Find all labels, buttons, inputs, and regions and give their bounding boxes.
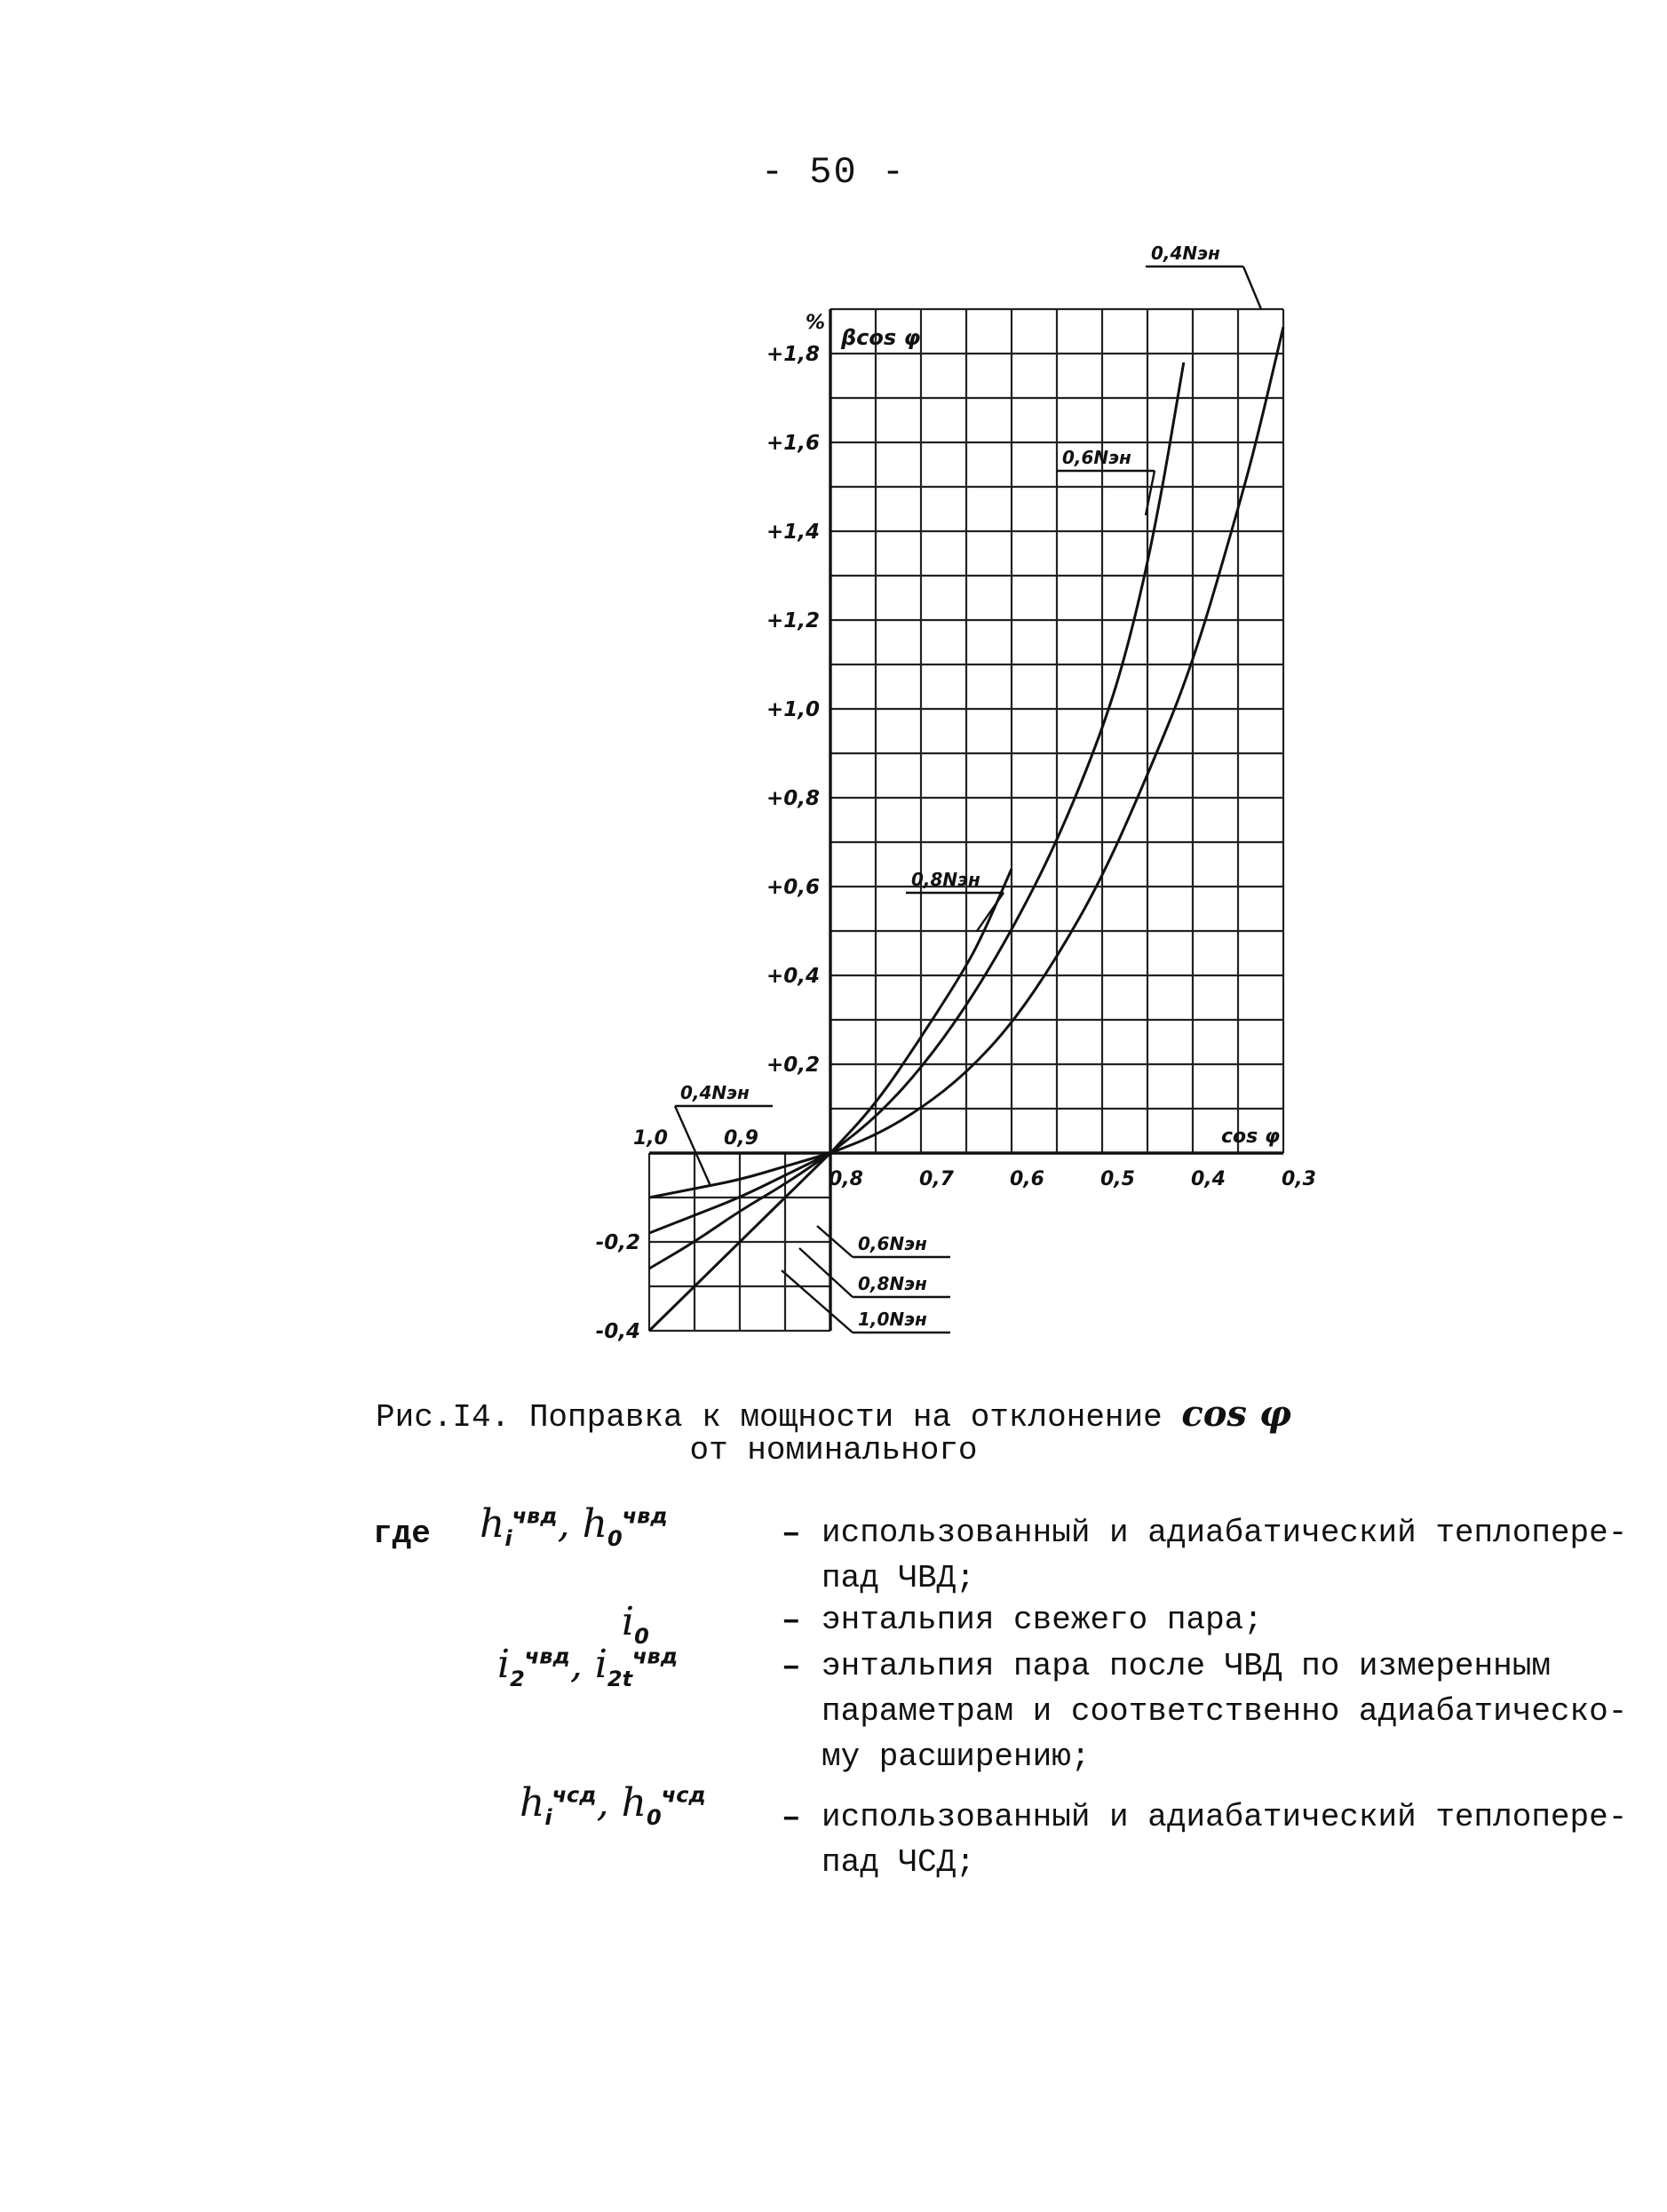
y-tick-label: +0,8 [766,787,820,810]
x-axis-symbol: cos φ [1221,1126,1281,1148]
caption-cos-phi: cos φ [1181,1393,1292,1435]
series-label: 0,6Nэн [858,1233,927,1254]
x-tick-label: 1,0 [633,1127,668,1150]
desc-1: использованный и адиабатический теплопере-пад ЧВД; [822,1515,1628,1596]
dash-3: – [782,1649,801,1685]
symbol-h-chsd: $h_i^{чсд}$, $h_0^{чсд}$ [520,1780,706,1830]
symbol-i0: $i_0$ [622,1599,649,1649]
figure-caption [0,1393,1667,1436]
caption-text: Рис.I4. Поправка к мощности на отклонение [375,1399,1163,1436]
series-leader [782,1270,853,1333]
x-tick-label: 0,4 [1191,1168,1226,1190]
dash-4: – [782,1800,801,1836]
x-tick-label: 0,8 [829,1168,863,1190]
where-lead: где [373,1516,431,1552]
x-tick-label: 0,7 [919,1168,954,1190]
y-tick-label: +1,2 [766,609,820,633]
y-tick-label: -0,2 [595,1231,640,1254]
desc-2: энтальпия свежего пара; [822,1602,1263,1638]
x-tick-label: 0,6 [1010,1168,1044,1190]
series-label: 0,6Nэн [1062,447,1131,468]
x-tick-label: 0,5 [1100,1168,1135,1190]
y-tick-label: -0,4 [595,1320,640,1343]
y-tick-label: +0,4 [766,965,820,988]
series-label: 0,8Nэн [911,869,980,890]
series-label: 0,8Nэн [858,1273,927,1294]
symbol-i2-chvd: $i_2^{чвд}$, $i_{2t}^{чвд}$ [497,1642,679,1691]
y-axis-symbol: βcos φ [841,325,921,350]
y-tick-label: +1,8 [766,343,820,366]
desc-4: использованный и адиабатический теплопере-пад ЧСД; [822,1799,1628,1881]
y-tick-label: +0,2 [766,1054,820,1077]
y-tick-label: +1,0 [766,698,820,721]
y-tick-label: +0,6 [766,876,820,899]
series-leader [799,1248,853,1297]
figure-caption-line2: от номинального [689,1432,978,1468]
series-leader [977,893,1004,931]
chart-labels [675,243,1261,1333]
chart-ticks [596,312,1316,1343]
desc-3: энтальпия пара после ЧВД по измеренным параметрам и соответственно адиабатическо-му расширению; [822,1648,1628,1775]
x-tick-label: 0,3 [1282,1168,1316,1190]
dash-1: – [782,1516,801,1552]
page-number: - 50 - [760,151,907,194]
series-curve [830,362,1184,1153]
y-tick-label: +1,6 [766,432,820,455]
series-leader [1243,267,1261,309]
symbol-h-chvd: $h_i^{чвд}$, $h_0^{чвд}$ [480,1501,668,1551]
x-tick-label: 0,9 [724,1127,758,1150]
series-label: 1,0Nэн [858,1309,927,1330]
series-label: 0,4Nэн [680,1082,750,1103]
series-label: 0,4Nэн [1151,243,1220,264]
y-unit-label: % [806,312,826,334]
series-leader [675,1106,710,1186]
y-tick-label: +1,4 [766,521,820,544]
dash-2: – [782,1603,801,1639]
